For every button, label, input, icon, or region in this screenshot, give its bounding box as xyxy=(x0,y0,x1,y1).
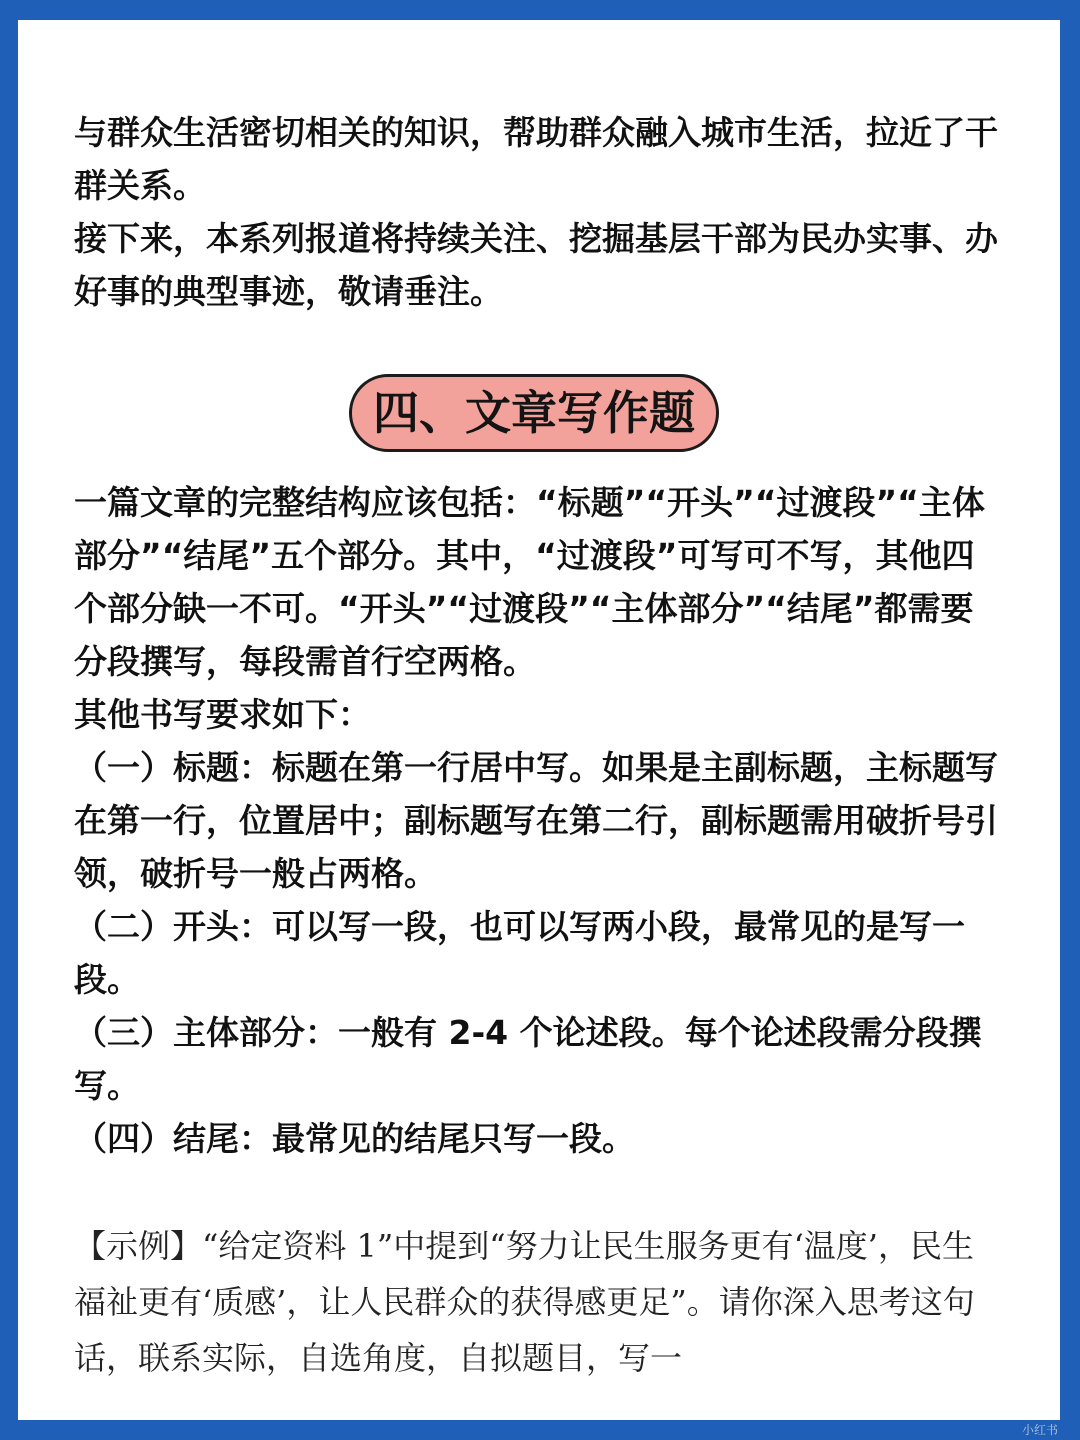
document-page xyxy=(18,20,1060,1420)
intro-paragraph-2: 接下来，本系列报道将持续关注、挖掘基层干部为民办实事、办好事的典型事迹，敬请垂注。 xyxy=(74,219,998,311)
intro-paragraph-1: 与群众生活密切相关的知识，帮助群众融入城市生活，拉近了干群关系。 xyxy=(74,113,998,205)
other-requirements-label: 其他书写要求如下： xyxy=(74,695,371,734)
requirement-item-opening: （二）开头：可以写一段，也可以写两小段，最常见的是写一段。 xyxy=(74,907,965,999)
section-title-badge: 四、文章写作题 xyxy=(349,374,719,452)
structure-paragraph: 一篇文章的完整结构应该包括：“标题”“开头”“过渡段”“主体部分”“结尾”五个部分。其中，“过渡段”可写可不写，其他四个部分缺一不可。“开头”“过渡段”“主体部分”“结尾”都需要分段撰写，每段需首行空两格。 xyxy=(74,483,985,681)
example-paragraph: 【示例】“给定资料 1”中提到“努力让民生服务更有‘温度’，民生福祉更有‘质感’，让人民群众的获得感更足”。请你深入思考这句话，联系实际，自选角度，自拟题目，写一 xyxy=(74,1227,975,1377)
watermark-text: 小红书 xyxy=(1021,1423,1058,1437)
requirement-item-ending: （四）结尾：最常见的结尾只写一段。 xyxy=(74,1119,635,1158)
requirement-item-title: （一）标题：标题在第一行居中写。如果是主副标题，主标题写在第一行，位置居中；副标题写在第二行，副标题需用破折号引领，破折号一般占两格。 xyxy=(74,748,998,893)
requirement-item-body: （三）主体部分：一般有 2-4 个论述段。每个论述段需分段撰写。 xyxy=(74,1013,982,1105)
